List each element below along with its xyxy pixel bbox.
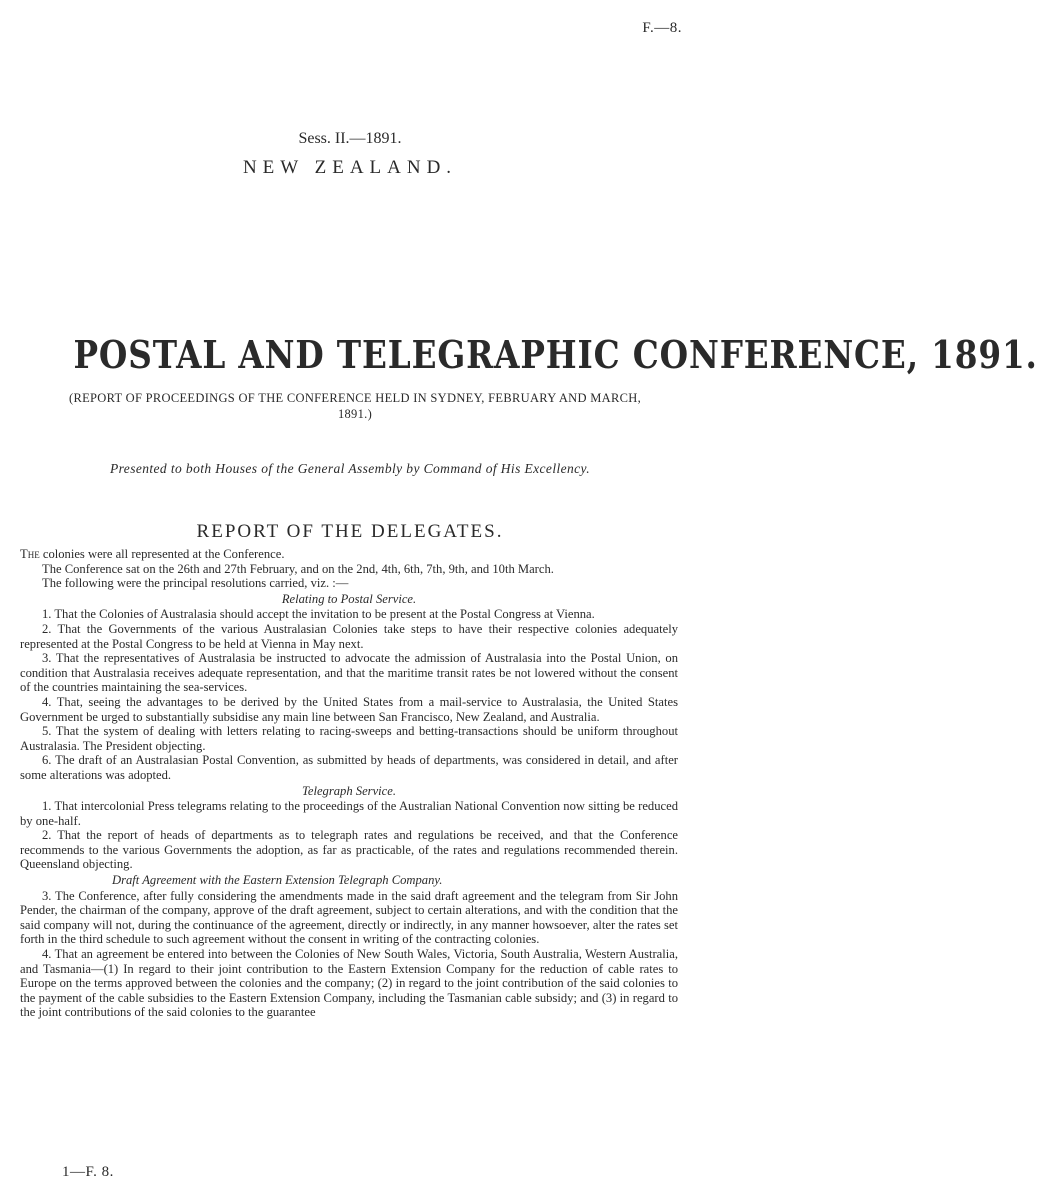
intro-paragraph-3: The following were the principal resolutions carried, viz. :—: [42, 576, 349, 591]
document-title: POSTAL AND TELEGRAPHIC CONFERENCE, 1891.: [73, 332, 1038, 377]
postal-resolution: 1. That the Colonies of Australasia should accept the invitation to be present at the Postal Congress at Vienna.: [42, 607, 595, 622]
intro-rest: colonies were all represented at the Conference.: [39, 547, 285, 561]
session-line: Sess. II.—1891.: [298, 130, 402, 147]
eastern-resolution: 4. That an agreement be entered into between the Colonies of New South Wales, Victoria, South Australia, Western Australia, and Tasmania—(1) In regard to their joint contribution to the Eastern Extension Company for the reduction of cable rates to Europe on the terms approved between the colonies and the company; (2) in regard to the joint contribution of the said colonies to the payment of the cable subsidies to the Eastern Extension Company, including the Tasmanian cable subsidy; and (3) in regard to the joint contributions of the said colonies to the guarantee: [20, 947, 678, 1020]
presented-line: Presented to both Houses of the General Assembly by Command of His Excellency.: [110, 461, 590, 476]
report-body: [20, 547, 678, 1020]
report-heading: REPORT OF THE DELEGATES.: [196, 521, 504, 542]
intro-lead-word: The: [20, 547, 40, 561]
postal-resolution: 4. That, seeing the advantages to be derived by the United States from a mail-service to Australasia, the United States Government be urged to substantially subsidise any main line between San Francisco, New Zealand, and Australia.: [20, 694, 678, 724]
document-reference: F.—8.: [642, 20, 682, 36]
eastern-resolution: 3. The Conference, after fully considering the amendments made in the said draft agreement and the telegram from Sir John Pender, the chairman of the company, approve of the draft agreement, subject to certain alterations, and with the condition that the said company will not, during the continuance of the agreement, directly or indirectly, in any manner howsoever, alter the rates set forth in the third schedule to such agreement without the consent in writing of the contracting colonies.: [20, 888, 678, 947]
postal-section-heading: Relating to Postal Service.: [281, 591, 417, 606]
postal-resolution: 6. The draft of an Australasian Postal Convention, as submitted by heads of departments, was considered in detail, and after some alterations was adopted.: [20, 753, 678, 782]
telegraph-section-heading: Telegraph Service.: [302, 783, 396, 798]
document-subtitle: (REPORT OF PROCEEDINGS OF THE CONFERENCE HELD IN SYDNEY, FEBRUARY AND MARCH, 1891.): [69, 391, 641, 421]
telegraph-resolution: 1. That intercolonial Press telegrams relating to the proceedings of the Australian National Convention now sitting be reduced by one-half.: [20, 799, 678, 828]
postal-resolution: 2. That the Governments of the various Australasian Colonies take steps to have their respective colonies adequately represented at the Postal Congress to be held at Vienna in May next.: [20, 621, 678, 651]
intro-paragraph-2: The Conference sat on the 26th and 27th February, and on the 2nd, 4th, 6th, 7th, 9th, and 10th March.: [42, 561, 554, 576]
page-footer-reference: 1—F. 8.: [62, 1164, 114, 1180]
postal-resolution: 5. That the system of dealing with letters relating to racing-sweeps and betting-transactions should be uniform throughout Australasia. The President objecting.: [20, 724, 678, 753]
intro-paragraph: [20, 547, 678, 562]
telegraph-resolution: 2. That the report of heads of departments as to telegraph rates and regulations be received, and that the Conference recommends to the various Governments the adoption, as far as practicable, of the rates and regulations recommended therein. Queensland objecting.: [20, 828, 678, 872]
postal-resolution: 3. That the representatives of Australasia be instructed to advocate the admission of Australasia into the Postal Union, on condition that Australasia receives adequate representation, and that the maritime transit rates be not lowered without the consent of the countries maintaining the sea-services.: [20, 651, 678, 695]
eastern-section-heading: Draft Agreement with the Eastern Extension Telegraph Company.: [112, 873, 443, 888]
country-line: NEW ZEALAND.: [242, 157, 458, 178]
